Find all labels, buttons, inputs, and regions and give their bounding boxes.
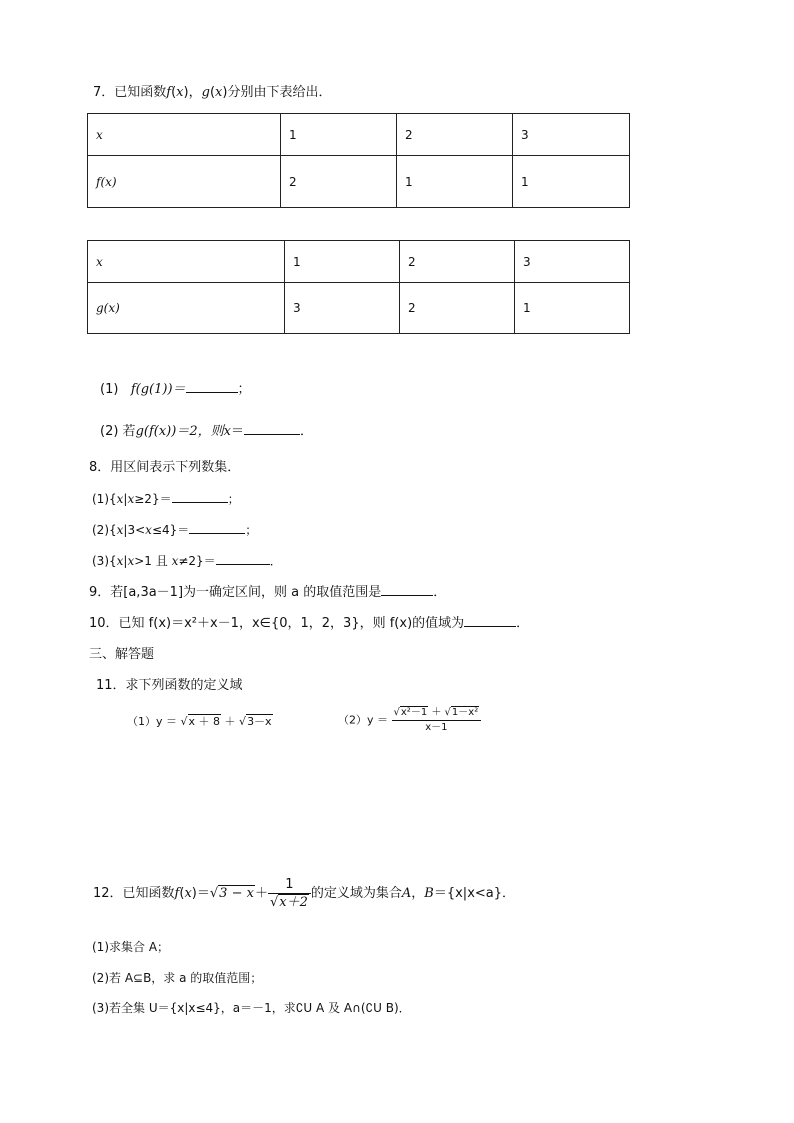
table-f-cell: 1	[513, 156, 630, 208]
table-g-header-row	[88, 241, 630, 283]
q7-x: x	[176, 85, 184, 100]
q12-plus: ＋	[254, 886, 268, 901]
q7-part1	[100, 380, 251, 399]
q7-part2-x: x	[223, 424, 231, 439]
q12-x: x	[184, 886, 192, 901]
q8-x: x	[127, 554, 135, 568]
fraction-denominator: x－1	[425, 722, 448, 733]
answer-blank[interactable]	[189, 521, 245, 534]
fraction-denominator	[268, 894, 311, 911]
q7-part2-eq: ＝	[230, 424, 244, 439]
q8-bar: |	[123, 554, 128, 568]
q7-part2-end: ．	[299, 424, 313, 439]
q8-cond: ≤4}＝	[151, 523, 190, 537]
q12-den-radicand: x＋2	[279, 895, 308, 910]
q8-item-label: (3){	[92, 554, 117, 568]
q8-cond: >1 且	[134, 554, 172, 568]
table-f-cell: 2	[397, 114, 513, 156]
q8-x: x	[116, 523, 124, 537]
q11-title: 11．求下列函数的定义域	[96, 678, 243, 693]
answer-blank[interactable]	[464, 614, 516, 627]
q10-end: ．	[516, 616, 530, 631]
q8-end: ．	[269, 554, 282, 568]
sqrt-sign: √	[444, 707, 451, 718]
answer-blank[interactable]	[216, 552, 270, 565]
q8-x: x	[127, 492, 135, 506]
q7-g: g	[201, 85, 210, 100]
q8-title: 8．用区间表示下列数集．	[89, 460, 241, 475]
table-g-cell: 2	[400, 283, 515, 334]
q11-p2-radicand: x²－1	[400, 707, 428, 718]
q8-x: x	[145, 523, 152, 537]
q7-part1-expr: f(g(1))＝	[130, 382, 186, 397]
fraction-numerator: 1	[268, 876, 311, 894]
q8-x: x	[116, 492, 124, 506]
q7-x2: x	[215, 85, 223, 100]
table-g-cell: 2	[400, 241, 515, 283]
q8-cond: ≠2}＝	[178, 554, 216, 568]
q12-radicand: 3 − x	[219, 886, 254, 901]
sqrt-sign: √	[269, 895, 279, 910]
q8-end: ；	[227, 492, 240, 506]
table-g	[87, 240, 630, 334]
table-g-cell: x	[88, 241, 285, 283]
table-f-cell: x	[88, 114, 281, 156]
q8-bar: |	[123, 492, 128, 506]
q11-p2-fraction	[392, 706, 482, 735]
q11-p1-plus: ＋	[221, 715, 240, 728]
sqrt-sign: √	[393, 707, 400, 718]
q10-text: 10．已知 f(x)＝x²＋x－1，x∈{0，1，2，3}，则 f(x)的值域为	[89, 616, 465, 631]
q7-prefix: 7．已知函数	[93, 85, 167, 100]
q8-item-label: (2){	[92, 523, 117, 537]
table-g-cell: 3	[285, 283, 400, 334]
table-f-cell: 3	[513, 114, 630, 156]
q11-p1-radicand: 3－x	[247, 715, 272, 728]
table-f	[87, 113, 630, 208]
table-g-cell: g(x)	[88, 283, 285, 334]
section-title: 三、解答题	[89, 647, 155, 662]
q8-item-2	[92, 521, 257, 539]
q12-item-2: (2)若 A⊆B，求 a 的取值范围；	[92, 971, 263, 985]
q12-eq: ＝	[196, 886, 210, 901]
q11-p2-radicand: 1－x²	[451, 707, 479, 718]
q8-bar: |3<	[123, 523, 146, 537]
table-f-cell: 2	[281, 156, 397, 208]
table-f-value-row	[88, 156, 630, 208]
q11-p1-label: （1）y ＝	[127, 715, 181, 728]
answer-blank[interactable]	[186, 380, 238, 393]
answer-blank[interactable]	[381, 583, 433, 596]
q12-mid: 的定义域为集合	[310, 886, 402, 901]
q12-item-3: (3)若全集 U＝{x|x≤4}，a＝－1，求∁U A 及 A∩(∁U B)．	[92, 1001, 411, 1015]
q9-end: ．	[433, 585, 447, 600]
q7-part2	[100, 422, 313, 441]
table-f-header-row	[88, 114, 630, 156]
q7-comma: ，	[188, 85, 202, 100]
q12-A: A	[401, 886, 412, 901]
q12-f: f	[174, 886, 180, 901]
table-f-cell: 1	[281, 114, 397, 156]
q12-prefix: 12．已知函数	[93, 886, 175, 901]
table-g-cell: 1	[515, 283, 630, 334]
fraction-numerator	[392, 706, 482, 721]
answer-blank[interactable]	[172, 490, 228, 503]
q11-p1-radicand: x ＋ 8	[188, 715, 221, 728]
q7-f: f	[166, 85, 172, 100]
table-g-cell: 1	[285, 241, 400, 283]
q12-comma: ，	[411, 886, 425, 901]
q12-fraction	[268, 876, 311, 911]
q7-part2-expr: g(f(x))＝2，则	[135, 424, 224, 439]
table-g-cell: 3	[515, 241, 630, 283]
q12-set: ＝{x|x<a}．	[433, 886, 516, 901]
q11-p2-plus: ＋	[428, 707, 445, 718]
table-g-value-row	[88, 283, 630, 334]
q8-cond: ≥2}＝	[134, 492, 172, 506]
q7-part1-label: (1)	[100, 382, 119, 397]
answer-blank[interactable]	[244, 422, 300, 435]
q8-end: ；	[245, 523, 258, 537]
q7-part1-end: ；	[237, 382, 251, 397]
q8-item-label: (1){	[92, 492, 117, 506]
q8-x: x	[171, 554, 179, 568]
sqrt-sign: √	[209, 886, 219, 901]
q12-item-1: (1)求集合 A；	[92, 940, 170, 954]
q7-suffix: 分别由下表给出．	[227, 85, 332, 100]
q9	[89, 583, 446, 602]
q11-p2-label: （2）y ＝	[338, 713, 389, 727]
q10	[89, 614, 529, 633]
q9-text: 9．若[a,3a－1]为一确定区间，则 a 的取值范围是	[89, 585, 382, 600]
q11-part1	[127, 713, 273, 731]
sqrt-sign: √	[180, 715, 188, 728]
q8-item-3	[92, 552, 282, 570]
table-f-cell: f(x)	[88, 156, 281, 208]
q12-title: 12．已知函数f(x)＝√3 − x＋ $\frac{1}{√x+2}$ 的定义域为集合A，B＝{x|x<a}．	[93, 877, 516, 910]
q12-B: B	[424, 886, 434, 901]
q8-x: x	[116, 554, 124, 568]
sqrt-sign: √	[239, 715, 247, 728]
q7-part2-label: (2) 若	[100, 424, 136, 439]
q11-part2	[338, 706, 481, 735]
q8-item-1	[92, 490, 240, 508]
q7-title: 7．已知函数f(x)，g(x)分别由下表给出．	[93, 85, 332, 100]
table-f-cell: 1	[397, 156, 513, 208]
